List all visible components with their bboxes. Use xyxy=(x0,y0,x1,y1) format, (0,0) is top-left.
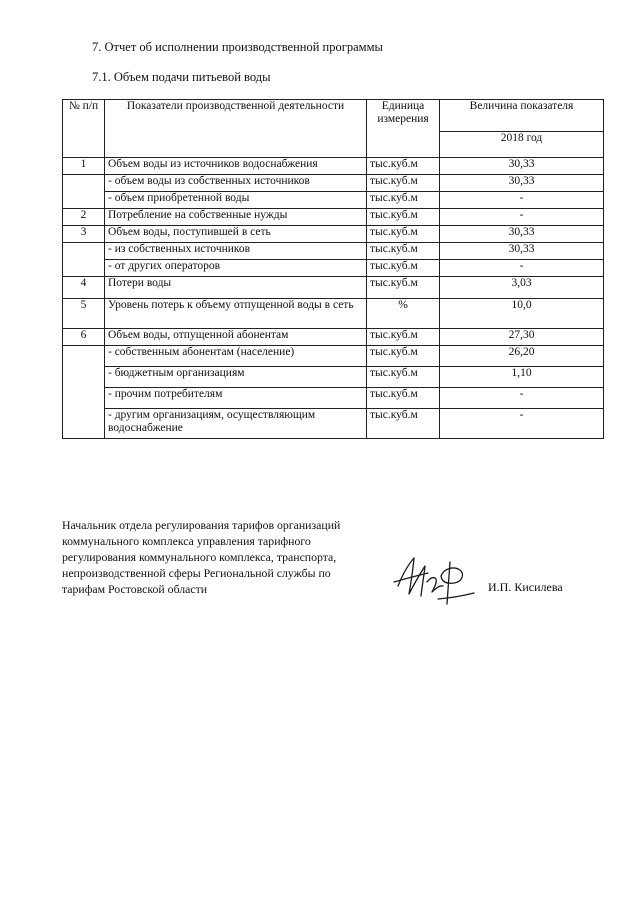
row-name: - из собственных источников xyxy=(105,243,367,260)
row-name: Уровень потерь к объему отпущенной воды в сеть xyxy=(105,299,367,329)
row-name: - другим организациям, осуществляющим водоснабжение xyxy=(105,409,367,439)
header-unit-line1: Единица xyxy=(381,100,425,112)
subsection-title: 7.1. Объем подачи питьевой воды xyxy=(92,70,271,84)
row-unit: тыс.куб.м xyxy=(367,329,440,346)
row-name: Потребление на собственные нужды xyxy=(105,209,367,226)
row-num: 6 xyxy=(63,329,105,346)
row-name: - объем приобретенной воды xyxy=(105,192,367,209)
row-value: 30,33 xyxy=(440,226,604,243)
table-row xyxy=(63,243,604,260)
water-supply-table xyxy=(62,99,604,439)
table-row xyxy=(63,226,604,243)
row-value: 30,33 xyxy=(440,158,604,175)
table-row xyxy=(63,175,604,192)
row-value: 30,33 xyxy=(440,243,604,260)
row-unit: тыс.куб.м xyxy=(367,209,440,226)
row-unit: тыс.куб.м xyxy=(367,277,440,299)
row-name: Объем воды, поступившей в сеть xyxy=(105,226,367,243)
row-unit: тыс.куб.м xyxy=(367,346,440,367)
table-row xyxy=(63,158,604,175)
row-name: - бюджетным организациям xyxy=(105,367,367,388)
row-value: 30,33 xyxy=(440,175,604,192)
header-value: Величина показателя xyxy=(440,100,604,132)
row-unit: тыс.куб.м xyxy=(367,260,440,277)
row-value: - xyxy=(440,209,604,226)
row-num: 4 xyxy=(63,277,105,299)
row-value: - xyxy=(440,260,604,277)
header-unit-line2: измерения xyxy=(377,113,429,125)
section-title: 7. Отчет об исполнении производственной программы xyxy=(92,40,383,54)
row-num: 1 xyxy=(63,158,105,175)
row-unit: тыс.куб.м xyxy=(367,243,440,260)
row-value: 10,0 xyxy=(440,299,604,329)
table-row xyxy=(63,192,604,209)
row-unit: тыс.куб.м xyxy=(367,175,440,192)
row-value: 3,03 xyxy=(440,277,604,299)
table-row xyxy=(63,299,604,329)
row-num xyxy=(63,346,105,439)
row-value: 27,30 xyxy=(440,329,604,346)
row-unit: тыс.куб.м xyxy=(367,409,440,439)
table-row xyxy=(63,209,604,226)
handwritten-signature xyxy=(392,552,477,607)
row-num xyxy=(63,243,105,277)
row-unit: тыс.куб.м xyxy=(367,367,440,388)
table-row xyxy=(63,367,604,388)
position-line: коммунального комплекса управления тарифного xyxy=(62,534,311,548)
row-name: Потери воды xyxy=(105,277,367,299)
table-row xyxy=(63,260,604,277)
position-line: непроизводственной сферы Региональной службы по xyxy=(62,566,331,580)
signatory-position xyxy=(62,517,382,597)
header-year: 2018 год xyxy=(440,132,604,158)
signer-name: И.П. Кисилева xyxy=(488,580,563,594)
header-indicator: Показатели производственной деятельности xyxy=(105,100,367,158)
row-num: 5 xyxy=(63,299,105,329)
row-value: 26,20 xyxy=(440,346,604,367)
row-name: Объем воды, отпущенной абонентам xyxy=(105,329,367,346)
row-num xyxy=(63,175,105,209)
row-name: - собственным абонентам (население) xyxy=(105,346,367,367)
row-value: - xyxy=(440,192,604,209)
table-row xyxy=(63,409,604,439)
header-num: № п/п xyxy=(63,100,105,158)
position-line: Начальник отдела регулирования тарифов организаций xyxy=(62,518,341,532)
header-unit xyxy=(367,100,440,158)
row-name: - объем воды из собственных источников xyxy=(105,175,367,192)
row-unit: % xyxy=(367,299,440,329)
row-value: - xyxy=(440,409,604,439)
table-row xyxy=(63,388,604,409)
table-row xyxy=(63,346,604,367)
row-unit: тыс.куб.м xyxy=(367,226,440,243)
row-unit: тыс.куб.м xyxy=(367,158,440,175)
row-name: - прочим потребителям xyxy=(105,388,367,409)
row-value: - xyxy=(440,388,604,409)
table-row xyxy=(63,329,604,346)
row-name: Объем воды из источников водоснабжения xyxy=(105,158,367,175)
row-num: 2 xyxy=(63,209,105,226)
row-unit: тыс.куб.м xyxy=(367,192,440,209)
row-value: 1,10 xyxy=(440,367,604,388)
position-line: тарифам Ростовской области xyxy=(62,582,208,596)
row-name: - от других операторов xyxy=(105,260,367,277)
position-line: регулирования коммунального комплекса, транспорта, xyxy=(62,550,337,564)
row-num: 3 xyxy=(63,226,105,243)
row-unit: тыс.куб.м xyxy=(367,388,440,409)
table-row xyxy=(63,277,604,299)
